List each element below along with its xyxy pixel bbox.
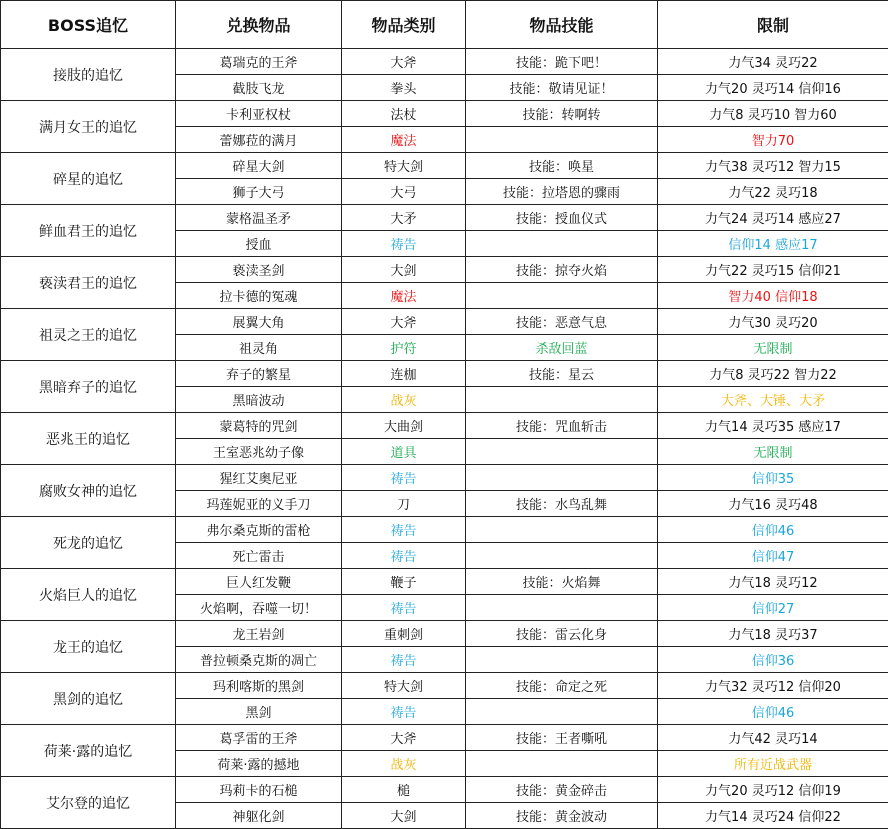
table-row — [1, 413, 888, 439]
item-category-cell: 魔法 — [342, 127, 466, 153]
item-requirement-cell: 智力70 — [658, 127, 888, 153]
header-requirement: 限制 — [658, 1, 888, 49]
item-requirement-cell: 力气20 灵巧12 信仰19 — [658, 777, 888, 803]
item-skill-cell — [466, 283, 658, 309]
table-row — [1, 465, 888, 491]
item-name-cell: 授血 — [176, 231, 342, 257]
item-category-cell: 大剑 — [342, 257, 466, 283]
item-name-cell: 火焰啊，吞噬一切！ — [176, 595, 342, 621]
item-name-cell: 拉卡德的冤魂 — [176, 283, 342, 309]
item-skill-cell — [466, 543, 658, 569]
item-name-cell: 神躯化剑 — [176, 803, 342, 829]
item-category-cell: 护符 — [342, 335, 466, 361]
item-requirement-cell: 无限制 — [658, 335, 888, 361]
item-name-cell: 玛莲妮亚的义手刀 — [176, 491, 342, 517]
header-boss: BOSS追忆 — [1, 1, 176, 49]
item-category-cell: 祷告 — [342, 543, 466, 569]
item-category-cell: 祷告 — [342, 699, 466, 725]
item-name-cell: 蒙葛特的咒剑 — [176, 413, 342, 439]
item-category-cell: 祷告 — [342, 465, 466, 491]
item-requirement-cell: 力气22 灵巧18 — [658, 179, 888, 205]
item-skill-cell: 技能：星云 — [466, 361, 658, 387]
item-requirement-cell: 力气8 灵巧22 智力22 — [658, 361, 888, 387]
item-skill-cell — [466, 595, 658, 621]
item-category-cell: 连枷 — [342, 361, 466, 387]
item-requirement-cell: 力气14 灵巧24 信仰22 — [658, 803, 888, 829]
header-row — [1, 1, 888, 49]
item-skill-cell — [466, 465, 658, 491]
item-requirement-cell: 大斧、大锤、大矛 — [658, 387, 888, 413]
table-row — [1, 673, 888, 699]
item-category-cell: 祷告 — [342, 231, 466, 257]
item-requirement-cell: 力气14 灵巧35 感应17 — [658, 413, 888, 439]
item-skill-cell — [466, 647, 658, 673]
item-skill-cell: 技能：掠夺火焰 — [466, 257, 658, 283]
item-name-cell: 祖灵角 — [176, 335, 342, 361]
item-skill-cell: 技能：跪下吧！ — [466, 49, 658, 75]
item-skill-cell — [466, 751, 658, 777]
item-category-cell: 战灰 — [342, 751, 466, 777]
item-skill-cell: 技能：转啊转 — [466, 101, 658, 127]
boss-name-cell: 腐败女神的追忆 — [1, 465, 176, 517]
item-skill-cell: 技能：雷云化身 — [466, 621, 658, 647]
boss-name-cell: 荷莱·露的追忆 — [1, 725, 176, 777]
item-name-cell: 黑暗波动 — [176, 387, 342, 413]
table-body — [1, 49, 888, 829]
item-name-cell: 展翼大角 — [176, 309, 342, 335]
item-skill-cell: 技能：命定之死 — [466, 673, 658, 699]
boss-name-cell: 艾尔登的追忆 — [1, 777, 176, 829]
table-row — [1, 101, 888, 127]
item-name-cell: 亵渎圣剑 — [176, 257, 342, 283]
table-row — [1, 205, 888, 231]
item-name-cell: 猩红艾奥尼亚 — [176, 465, 342, 491]
boss-name-cell: 满月女王的追忆 — [1, 101, 176, 153]
item-skill-cell — [466, 231, 658, 257]
item-requirement-cell: 智力40 信仰18 — [658, 283, 888, 309]
item-requirement-cell: 信仰36 — [658, 647, 888, 673]
table-row — [1, 49, 888, 75]
item-requirement-cell: 力气18 灵巧12 — [658, 569, 888, 595]
table-row — [1, 569, 888, 595]
item-name-cell: 荷莱·露的撼地 — [176, 751, 342, 777]
item-skill-cell: 技能：授血仪式 — [466, 205, 658, 231]
item-category-cell: 法杖 — [342, 101, 466, 127]
table-row — [1, 257, 888, 283]
item-skill-cell: 技能：恶意气息 — [466, 309, 658, 335]
item-category-cell: 大斧 — [342, 309, 466, 335]
boss-name-cell: 祖灵之王的追忆 — [1, 309, 176, 361]
item-category-cell: 鞭子 — [342, 569, 466, 595]
item-category-cell: 大剑 — [342, 803, 466, 829]
item-requirement-cell: 力气22 灵巧15 信仰21 — [658, 257, 888, 283]
item-category-cell: 战灰 — [342, 387, 466, 413]
item-skill-cell: 技能：火焰舞 — [466, 569, 658, 595]
boss-name-cell: 龙王的追忆 — [1, 621, 176, 673]
item-name-cell: 卡利亚权杖 — [176, 101, 342, 127]
item-requirement-cell: 力气34 灵巧22 — [658, 49, 888, 75]
item-requirement-cell: 力气8 灵巧10 智力60 — [658, 101, 888, 127]
item-requirement-cell: 信仰35 — [658, 465, 888, 491]
header-item: 兑换物品 — [176, 1, 342, 49]
item-requirement-cell: 力气38 灵巧12 智力15 — [658, 153, 888, 179]
table-row — [1, 517, 888, 543]
item-skill-cell: 技能：敬请见证！ — [466, 75, 658, 101]
item-skill-cell: 技能：王者嘶吼 — [466, 725, 658, 751]
table-row — [1, 621, 888, 647]
item-category-cell: 大斧 — [342, 725, 466, 751]
item-requirement-cell: 无限制 — [658, 439, 888, 465]
item-skill-cell — [466, 699, 658, 725]
item-category-cell: 祷告 — [342, 595, 466, 621]
item-category-cell: 重刺剑 — [342, 621, 466, 647]
item-category-cell: 特大剑 — [342, 673, 466, 699]
item-requirement-cell: 信仰14 感应17 — [658, 231, 888, 257]
item-name-cell: 狮子大弓 — [176, 179, 342, 205]
boss-name-cell: 碎星的追忆 — [1, 153, 176, 205]
item-category-cell: 祷告 — [342, 517, 466, 543]
item-requirement-cell: 力气20 灵巧14 信仰16 — [658, 75, 888, 101]
item-skill-cell — [466, 517, 658, 543]
item-requirement-cell: 力气18 灵巧37 — [658, 621, 888, 647]
item-category-cell: 祷告 — [342, 647, 466, 673]
item-name-cell: 截肢飞龙 — [176, 75, 342, 101]
item-category-cell: 大斧 — [342, 49, 466, 75]
item-requirement-cell: 所有近战武器 — [658, 751, 888, 777]
item-requirement-cell: 力气42 灵巧14 — [658, 725, 888, 751]
item-requirement-cell: 信仰46 — [658, 699, 888, 725]
item-requirement-cell: 力气30 灵巧20 — [658, 309, 888, 335]
item-category-cell: 大曲剑 — [342, 413, 466, 439]
item-skill-cell — [466, 127, 658, 153]
item-requirement-cell: 信仰46 — [658, 517, 888, 543]
item-name-cell: 黑剑 — [176, 699, 342, 725]
item-category-cell: 特大剑 — [342, 153, 466, 179]
boss-name-cell: 黑剑的追忆 — [1, 673, 176, 725]
item-requirement-cell: 信仰47 — [658, 543, 888, 569]
item-category-cell: 刀 — [342, 491, 466, 517]
item-category-cell: 魔法 — [342, 283, 466, 309]
boss-name-cell: 亵渎君王的追忆 — [1, 257, 176, 309]
boss-name-cell: 黑暗弃子的追忆 — [1, 361, 176, 413]
item-name-cell: 葛瑞克的王斧 — [176, 49, 342, 75]
item-requirement-cell: 力气16 灵巧48 — [658, 491, 888, 517]
item-name-cell: 普拉顿桑克斯的凋亡 — [176, 647, 342, 673]
item-skill-cell: 技能：水鸟乱舞 — [466, 491, 658, 517]
item-name-cell: 弗尔桑克斯的雷枪 — [176, 517, 342, 543]
table-row — [1, 777, 888, 803]
boss-name-cell: 死龙的追忆 — [1, 517, 176, 569]
item-skill-cell: 杀敌回蓝 — [466, 335, 658, 361]
item-name-cell: 玛莉卡的石槌 — [176, 777, 342, 803]
item-category-cell: 道具 — [342, 439, 466, 465]
item-name-cell: 蕾娜菈的满月 — [176, 127, 342, 153]
header-category: 物品类别 — [342, 1, 466, 49]
item-requirement-cell: 力气24 灵巧14 感应27 — [658, 205, 888, 231]
boss-name-cell: 恶兆王的追忆 — [1, 413, 176, 465]
item-name-cell: 死亡雷击 — [176, 543, 342, 569]
item-name-cell: 巨人红发鞭 — [176, 569, 342, 595]
item-skill-cell: 技能：黄金碎击 — [466, 777, 658, 803]
item-name-cell: 碎星大剑 — [176, 153, 342, 179]
item-name-cell: 王室恶兆幼子像 — [176, 439, 342, 465]
table-row — [1, 725, 888, 751]
item-name-cell: 蒙格温圣矛 — [176, 205, 342, 231]
item-skill-cell — [466, 439, 658, 465]
item-name-cell: 弃子的繁星 — [176, 361, 342, 387]
boss-name-cell: 接肢的追忆 — [1, 49, 176, 101]
item-skill-cell: 技能：黄金波动 — [466, 803, 658, 829]
boss-name-cell: 火焰巨人的追忆 — [1, 569, 176, 621]
boss-name-cell: 鲜血君王的追忆 — [1, 205, 176, 257]
item-requirement-cell: 信仰27 — [658, 595, 888, 621]
item-category-cell: 大矛 — [342, 205, 466, 231]
item-requirement-cell: 力气32 灵巧12 信仰20 — [658, 673, 888, 699]
item-name-cell: 玛利喀斯的黑剑 — [176, 673, 342, 699]
item-skill-cell: 技能：咒血斩击 — [466, 413, 658, 439]
item-name-cell: 龙王岩剑 — [176, 621, 342, 647]
item-name-cell: 葛孚雷的王斧 — [176, 725, 342, 751]
item-skill-cell: 技能：唤星 — [466, 153, 658, 179]
item-category-cell: 拳头 — [342, 75, 466, 101]
item-category-cell: 槌 — [342, 777, 466, 803]
table-row — [1, 153, 888, 179]
item-skill-cell — [466, 387, 658, 413]
header-skill: 物品技能 — [466, 1, 658, 49]
table-row — [1, 309, 888, 335]
item-category-cell: 大弓 — [342, 179, 466, 205]
item-skill-cell: 技能：拉塔恩的骤雨 — [466, 179, 658, 205]
table-row — [1, 361, 888, 387]
